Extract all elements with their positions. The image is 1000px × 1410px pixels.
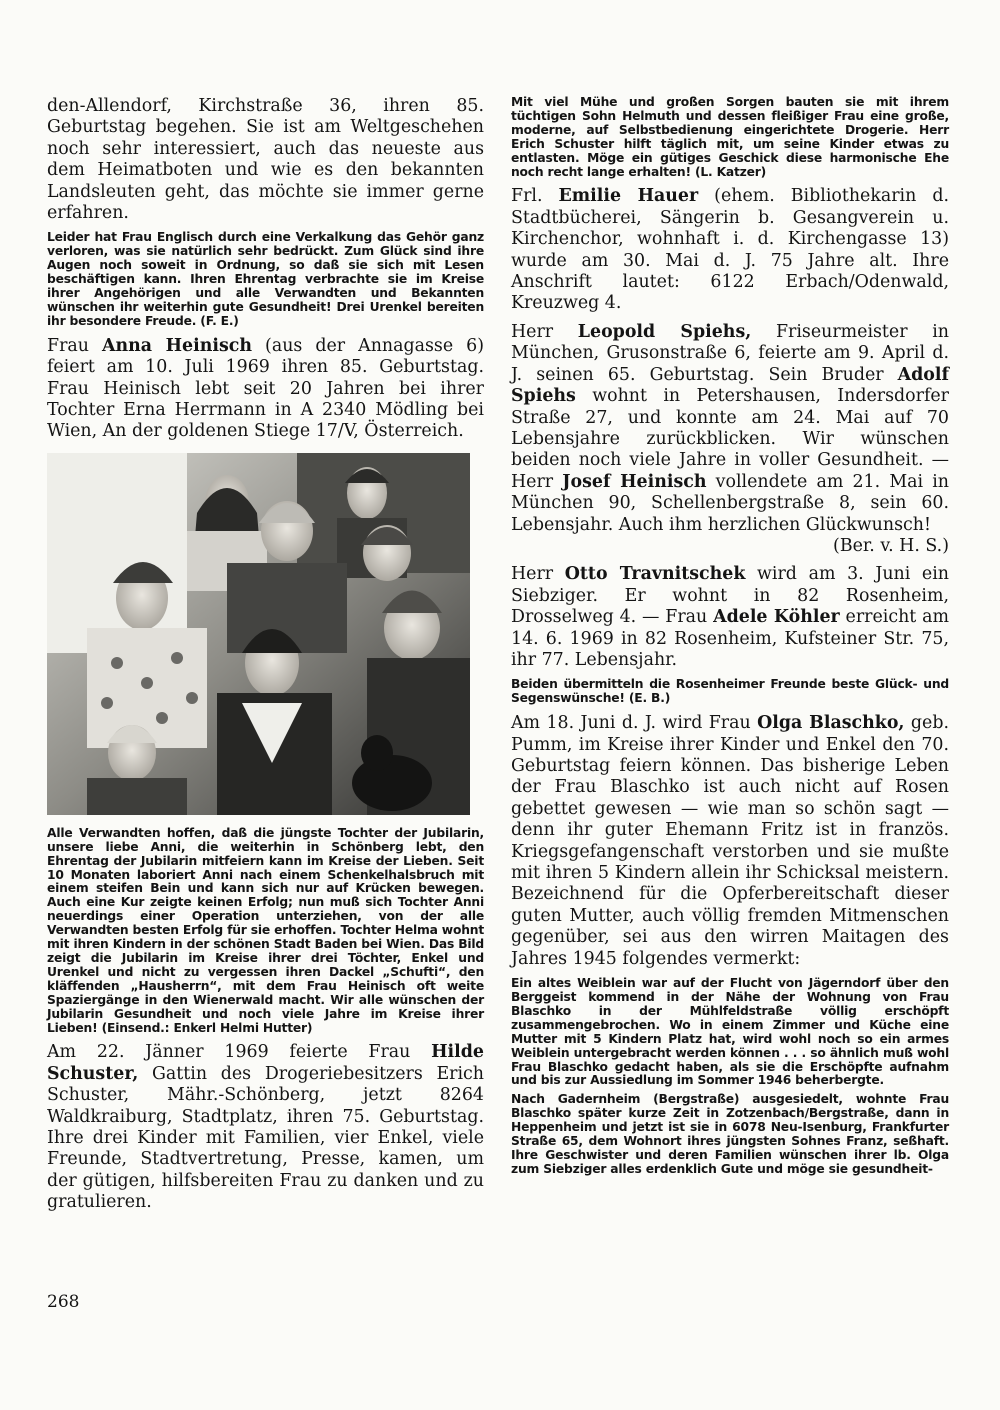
note-frau-englisch: Leider hat Frau Englisch durch eine Verkalkung das Gehör ganz verloren, was sie natürlich sehr bedrückt. Zum Glück sind ihre Augen noch soweit in Ordnung, so daß sie sich mit Lesen beschäftigen kann. Ihren Ehrentag verbrachte sie im Kreise ihrer Angehörigen und alle Verwandten und Bekannten wünschen ihr weiterhin gute Gesundheit! Drei Urenkel bereiten ihr besondere Freude. (F. E.) [47,230,484,328]
note-drogerie: Mit viel Mühe und großen Sorgen bauten sie mit ihrem tüchtigen Sohn Helmuth und dessen fleißiger Frau eine große, moderne, auf Selbstbedienung eingerichtete Drogerie. Herr Erich Schuster hilft täglich mit, um seine Kinder etwas zu entlasten. Möge ein gütiges Geschick diese harmonische Ehe noch recht lange erhalten! (L. Katzer) [511,95,949,179]
name-adele-koehler: Adele Köhler [713,607,840,628]
name-otto-travnitschek: Otto Travnitschek [564,564,746,585]
paragraph-olga-blaschko: Am 18. Juni d. J. wird Frau Olga Blaschko, geb. Pumm, im Kreise ihrer Kinder und Enkel den 70. Geburtstag feiern können. Das bisherige Leben der Frau Blaschko ist auch nicht auf Rosen gebettet gewesen — wie man so schön sagt — denn ihr guter Ehemann Fritz ist in französ. Kriegsgefangenschaft verstorben und sie mußte mit ihren 5 Kindern allein ihr Schicksal meistern. Bezeichnend für die Opferbereitschaft dieser guten Mutter, auch völlig fremden Mitmenschen gegenüber, sei aus den wirren Maitagen des Jahres 1945 folgendes vermerkt: [511,713,949,969]
name-anna-heinisch: Anna Heinisch [102,335,252,356]
note-rosenheim: Beiden übermitteln die Rosenheimer Freunde beste Glück- und Segenswünsche! (E. B.) [511,677,949,706]
name-leopold-spiehs: Leopold Spiehs, [577,321,752,342]
note-gadernheim: Nach Gadernheim (Bergstraße) ausgesiedelt, wohnte Frau Blaschko später kurze Zeit in Zotzenbach/Bergstraße, dann in Heppenheim und jetzt ist sie in 6078 Neu-Isenburg, Frankfurter Straße 65, dem Wohnort ihres jüngsten Sohnes Franz, seßhaft. Ihre Geschwister und deren Familien wünschen ihrer lb. Olga zum Siebziger alles erdenklich Gute und möge sie gesundheit- [511,1092,949,1176]
paragraph-emilie-hauer: Frl. Emilie Hauer (ehem. Bibliothekarin d. Stadtbücherei, Sängerin b. Gesangverein u. Kirchenchor, wohnhaft i. d. Kirchengasse 13) wurde am 30. Mai d. J. 75 Jahre alt. Ihre Anschrift lautet: 6122 Erbach/Odenwald, Kreuzweg 4. [511,186,949,314]
paragraph-allendorf: den-Allendorf, Kirchstraße 36, ihren 85. Geburtstag begehen. Sie ist am Weltgeschehen noch sehr interessiert, auch das neueste aus dem Heimatboten und wie es den bekannten Landsleuten geht, das möchte sie immer gerne erfahren. [47,96,484,224]
signature-hs: (Ber. v. H. S.) [833,535,949,556]
page-number: 268 [47,1292,80,1312]
family-photo [47,453,470,815]
name-adolf-spiehs: Adolf Spiehs [511,364,949,407]
name-josef-heinisch: Josef Heinisch [562,471,707,492]
name-emilie-hauer: Emilie Hauer [558,186,699,207]
right-column [511,96,949,1177]
name-olga-blaschko: Olga Blaschko, [757,713,905,734]
note-weiblein: Ein altes Weiblein war auf der Flucht von Jägerndorf über den Berggeist kommend in der Nähe der Wohnung von Frau Blaschko in der Mühlfeldstraße völlig erschöpft zusammengebrochen. Wo in einem Zimmer und Küche eine Mutter mit 5 Kindern Platz hat, wird wohl noch so ein armes Weiblein untergebracht werden können . . . so ähnlich muß wohl Frau Blaschko gedacht haben, als sie die Erschöpfte aufnahm und bis zur Aussiedlung im Sommer 1946 beherbergte. [511,976,949,1088]
paragraph-hilde-schuster: Am 22. Jänner 1969 feierte Frau Hilde Schuster, Gattin des Drogeriebesitzers Erich Schuster, Mähr.-Schönberg, jetzt 8264 Waldkraiburg, Stadtplatz, ihren 75. Geburtstag. Ihre drei Kinder mit Familien, vier Enkel, viele Freunde, Stadtvertretung, Presse, kamen, um der gütigen, hilfsbereiten Frau zu danken und zu gratulieren. [47,1042,484,1213]
name-hilde-schuster: Hilde Schuster, [47,1042,484,1084]
photo-caption: Alle Verwandten hoffen, daß die jüngste Tochter der Jubilarin, unsere liebe Anni, die weiterhin in Schönberg lebt, den Ehrentag der Jubilarin mitfeiern kann im Kreise der Lieben. Seit 10 Monaten laboriert Anni nach einem Schenkelhalsbruch mit einem steifen Bein und kann sich nur auf Krücken bewegen. Auch eine Kur zeigte keinen Erfolg; nun muß sich Tochter Anni neuerdings einer Operation unterziehen, von der alle Verwandten besten Erfolg für sie erhoffen. Tochter Helma wohnt mit ihren Kindern in der schönen Stadt Baden bei Wien. Das Bild zeigt die Jubilarin im Kreise ihrer drei Töchter, Enkel und Urenkel und nicht zu vergessen ihren Dackel „Schufti“, den kläffenden „Hausherrn“, mit dem Frau Heinisch oft weite Spaziergänge in den Wienerwald macht. Wir alle wünschen der Jubilarin Gesundheit und noch viele Jahre im Kreise ihrer Lieben! (Einsend.: Enkerl Helmi Hutter) [47,825,484,1035]
left-column [47,96,484,1214]
family-photo-image [47,453,470,815]
paragraph-anna-heinisch: Frau Anna Heinisch (aus der Annagasse 6) feiert am 10. Juli 1969 ihren 85. Geburtstag. Frau Heinisch lebt seit 20 Jahren bei ihrer Tochter Erna Herrmann in A 2340 Mödling bei Wien, An der goldenen Stiege 17/V, Österreich. [47,335,484,442]
paragraph-spiehs: Herr Leopold Spiehs, Friseurmeister in München, Grusonstraße 6, feierte am 9. April d. J. seinen 65. Geburtstag. Sein Bruder Adolf Spiehs wohnt in Petershausen, Indersdorfer Straße 27, und konnte am 24. Mai auf 70 Lebensjahre zurückblicken. Wir wünschen beiden noch viele Jahre in voller Gesundheit. — Herr Josef Heinisch vollendete am 21. Mai in München 90, Schellenbergstraße 8, sein 60. Lebensjahr. Auch ihm herzlichen Glückwunsch! [511,321,949,535]
paragraph-travnitschek: Herr Otto Travnitschek wird am 3. Juni ein Siebziger. Er wohnt in 82 Rosenheim, Drosselweg 4. — Frau Adele Köhler erreicht am 14. 6. 1969 in 82 Rosenheim, Kufsteiner Str. 75, ihr 77. Lebensjahr. [511,564,949,670]
